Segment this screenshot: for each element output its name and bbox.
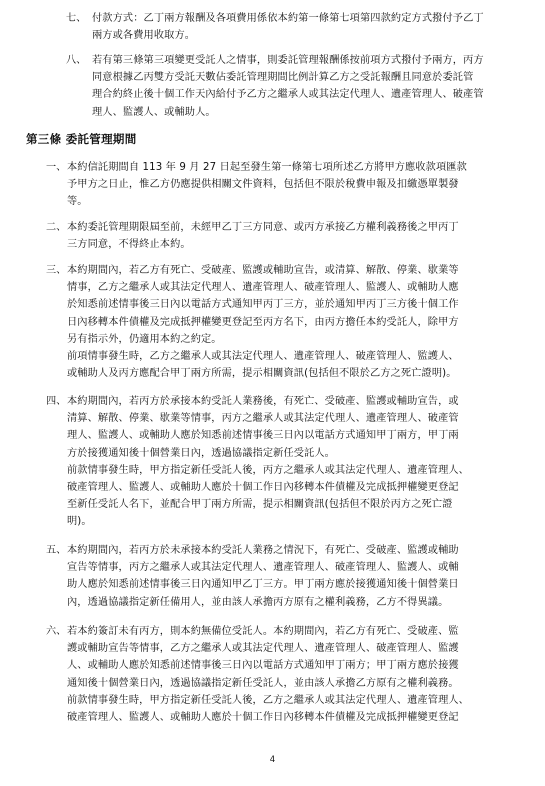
item-number: 一、 xyxy=(46,162,67,173)
term-item-3 xyxy=(0,262,545,382)
text-line: 若有第三條第三項變更受託人之情事，則委託管理報酬係按前項方式撥付予兩方，丙方 xyxy=(92,55,484,66)
text-line: 等。 xyxy=(67,196,88,208)
list-item xyxy=(0,10,545,44)
text-line: 宣告等情事，丙方之繼承人或其法定代理人、遺產管理人、破產管理人、監護人、或輔 xyxy=(67,562,459,574)
text-line: 本約委託管理期限屆至前，未經甲乙丁三方同意、或丙方承接乙方權利義務後之甲丙丁 xyxy=(67,222,459,233)
payment-items xyxy=(0,52,545,121)
page-number: 4 xyxy=(269,755,276,765)
term-item-4 xyxy=(0,393,545,531)
item-number: 二、 xyxy=(46,222,67,233)
text-line: 至新任受託人名下，並配合甲丁兩方所需，提示相關資訊(包括但不限於丙方之死亡證 xyxy=(67,499,453,511)
item-number: 八、 xyxy=(66,55,87,66)
text-line: 三方同意，不得終止本約。 xyxy=(67,239,191,251)
text-line: 日內移轉本件債權及完成抵押權變更登記至丙方名下，由丙方擔任本約受託人，除甲方 xyxy=(67,316,459,328)
text-line: 理人、監護人、或輔助人應於知悉前述情事後三日內以電話方式通知甲丁兩方，甲丁兩 xyxy=(67,430,459,442)
text-line: 前款情事發生時，甲方指定新任受託人後，丙方之繼承人或其法定代理人、遺產管理人、 xyxy=(67,464,469,476)
text-line: 於知悉前述情事後三日內以電話方式通知甲丙丁三方，並於通知甲丙丁三方後十個工作 xyxy=(67,299,459,311)
text-line: 本約期間內，若乙方有死亡、受破產、監護或輔助宣告，或清算、解散、停業、歇業等 xyxy=(67,265,459,276)
text-line: 破產管理人、監護人、或輔助人應於十個工作日內移轉本件債權及完成抵押權變更登記 xyxy=(67,712,459,724)
text-line: 另有指示外，仍適用本約之約定。 xyxy=(67,333,222,345)
item-number: 三、 xyxy=(46,265,67,276)
text-line: 通知後十個營業日內，透過協議指定新任受託人，並由該人承擔乙方原有之權利義務。 xyxy=(67,677,459,689)
section-title: 第三條 委託管理期間 xyxy=(26,132,137,146)
text-line: 若本約簽訂未有丙方，則本約無備位受託人。本約期間內，若乙方有死亡、受破產、監 xyxy=(67,626,459,637)
term-item-1 xyxy=(0,159,545,211)
item-number: 六、 xyxy=(46,626,67,637)
text-line: 同意根據乙丙雙方受託天數佔委託管理期間比例計算乙方之受託報酬且同意於委託管 xyxy=(92,72,474,84)
text-line: 兩方或各費用收取方。 xyxy=(92,30,196,42)
text-line: 理合約終止後十個工作天內給付予乙方之繼承人或其法定代理人、遺產管理人、破產管 xyxy=(92,89,484,101)
text-line: 本約期間內，若丙方於承接本約受託人業務後，有死亡、受破產、監護或輔助宣告，或 xyxy=(67,396,459,407)
text-line: 方於接獲通知後十個營業日內，透過協議指定新任受託人。 xyxy=(67,447,335,459)
term-item-6 xyxy=(0,623,545,726)
text-line: 予甲方之日止，惟乙方仍應提供相關文件資料，包括但不限於稅費申報及扣繳憑單製發 xyxy=(67,179,459,191)
text-line: 內，透過協議指定新任備用人，並由該人承擔丙方原有之權利義務，乙方不得異議。 xyxy=(67,596,449,608)
text-line: 付款方式：乙丁兩方報酬及各項費用係依本約第一條第七項第四款約定方式撥付予乙丁 xyxy=(92,13,484,24)
item-number: 四、 xyxy=(46,396,67,407)
text-line: 情事，乙方之繼承人或其法定代理人、遺產管理人、破產管理人、監護人、或輔助人應 xyxy=(67,282,459,294)
term-item-2 xyxy=(0,219,545,253)
text-line: 本約信託期間自 113 年 9 月 27 日起至發生第一條第七項所述乙方將甲方應收款項匯款 xyxy=(67,162,467,173)
text-line: 助人應於知悉前述情事後三日內通知甲乙丁三方。甲丁兩方應於接獲通知後十個營業日 xyxy=(67,579,459,591)
text-line: 明)。 xyxy=(67,516,92,528)
text-line: 破產管理人、監護人、或輔助人應於十個工作日內移轉本件債權及完成抵押權變更登記 xyxy=(67,482,459,494)
item-number: 五、 xyxy=(46,545,67,556)
payment-items xyxy=(0,10,545,44)
text-line: 前款情事發生時，甲方指定新任受託人後，乙方之繼承人或其法定代理人、遺產管理人、 xyxy=(67,694,469,706)
text-line: 本約期間內，若丙方於未承接本約受託人業務之情況下，有死亡、受破產、監護或輔助 xyxy=(67,545,459,556)
list-item xyxy=(0,52,545,121)
text-line: 前項情事發生時，乙方之繼承人或其法定代理人、遺產管理人、破產管理人、監護人、 xyxy=(67,351,459,363)
text-line: 或輔助人及丙方應配合甲丁兩方所需，提示相關資訊(包括但不限於乙方之死亡證明)。 xyxy=(67,368,457,380)
text-line: 護或輔助宣告等情事，乙方之繼承人或其法定代理人、遺產管理人、破產管理人、監護 xyxy=(67,643,459,655)
item-number: 七、 xyxy=(66,13,87,24)
term-item-5 xyxy=(0,542,545,611)
text-line: 清算、解散、停業、歇業等情事，丙方之繼承人或其法定代理人、遺產管理人、破產管 xyxy=(67,413,459,425)
text-line: 人、或輔助人應於知悉前述情事後三日內以電話方式通知甲丁兩方；甲丁兩方應於接獲 xyxy=(67,660,459,672)
text-line: 理人、監護人、或輔助人。 xyxy=(92,106,216,118)
